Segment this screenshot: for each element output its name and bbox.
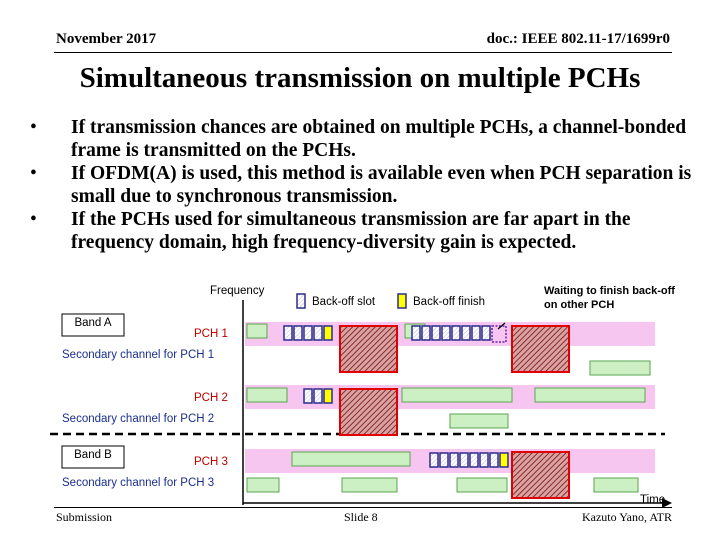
frame-block [590, 361, 650, 375]
frequency-label: Frequency [210, 285, 265, 297]
frame-block [594, 478, 638, 492]
frame-block [535, 388, 645, 402]
bullet-text: If the PCHs used for simultaneous transmission are far apart in the frequency domain, high frequency-diversity gain is expected. [71, 209, 631, 253]
pch2-label: PCH 2 [194, 392, 228, 404]
frame-block [247, 388, 287, 402]
pch3-label: PCH 3 [194, 456, 228, 468]
slide-title: Simultaneous transmission on multiple PCHs [79, 62, 641, 94]
bullet-dot-icon: • [30, 117, 37, 138]
legend-finish-icon [398, 294, 406, 308]
time-label: Time [640, 494, 666, 506]
tx-frame [512, 326, 569, 372]
legend-waiting: Waiting to finish back-off on other PCH [544, 285, 675, 311]
frame-block [342, 478, 397, 492]
pch1-label: PCH 1 [194, 328, 228, 340]
frame-block [247, 324, 267, 338]
header-date: November 2017 [56, 31, 157, 47]
tx-frame [340, 389, 397, 435]
bullet-dot-icon: • [30, 163, 37, 184]
frame-block [450, 414, 508, 428]
band-a-label: Band A [74, 317, 112, 329]
frame-block [247, 478, 279, 492]
bullet-text: If transmission chances are obtained on multiple PCHs, a channel-bonded frame is transmitted on the PCHs. [71, 117, 687, 161]
bullet-text: If OFDM(A) is used, this method is available even when PCH separation is small due to synchronous transmission. [71, 163, 692, 207]
backoff-slots [284, 326, 332, 340]
bullet-dot-icon: • [30, 209, 37, 230]
backoff-slots [304, 389, 332, 403]
footer-slide-number: Slide 8 [344, 510, 378, 524]
legend-slot-icon [297, 294, 305, 308]
tx-frame [512, 452, 569, 498]
legend-backoff-finish: Back-off finish [413, 296, 486, 308]
band-b-label: Band B [74, 449, 112, 461]
footer-author: Kazuto Yano, ATR [581, 510, 672, 524]
frame-block [457, 478, 507, 492]
footer-submission: Submission [56, 510, 113, 524]
tx-frame [340, 326, 397, 372]
legend-backoff-slot: Back-off slot [312, 296, 376, 308]
header-doc-id: doc.: IEEE 802.11-17/1699r0 [486, 31, 670, 47]
footer-divider [54, 507, 672, 508]
frame-block [402, 388, 512, 402]
secondary-pch2-label: Secondary channel for PCH 2 [62, 413, 215, 425]
secondary-pch1-label: Secondary channel for PCH 1 [62, 349, 215, 361]
frame-block [292, 452, 410, 466]
secondary-pch3-label: Secondary channel for PCH 3 [62, 477, 215, 489]
